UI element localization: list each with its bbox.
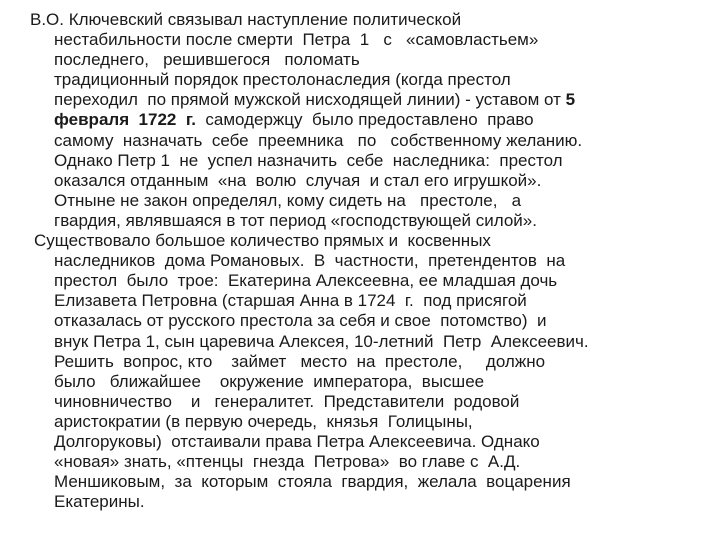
- text-line: В.О. Ключевский связывал наступление политической: [30, 10, 462, 29]
- text-line: Екатерины.: [54, 492, 145, 512]
- text-line: [54, 90, 700, 110]
- text-line: аристократии (в первую очередь, князья Голицыны,: [54, 411, 473, 431]
- body-text: [30, 10, 700, 512]
- bold-date: февраля 1722 г.: [54, 110, 196, 130]
- text-line: «новая» знать, «птенцы гнезда Петрова» во главе с А.Д.: [54, 452, 521, 472]
- text-segment: переходил по прямой мужской нисходящей линии) - уставом от: [54, 90, 566, 110]
- bold-date-day: 5: [565, 90, 576, 110]
- text-line: внук Петра 1, сын царевича Алексея, 10-летний Петр Алексеевич.: [54, 331, 589, 351]
- text-line: престол было трое: Екатерина Алексеевна, ее младшая дочь: [54, 271, 558, 291]
- paragraph-succession-crisis: [30, 10, 700, 231]
- text-line: Существовало большое количество прямых и косвенных: [34, 231, 491, 251]
- text-line: оказался отданным «на волю случая и стал его игрушкой».: [54, 170, 542, 190]
- text-line: Долгоруковы) отстаивали права Петра Алексеевича. Однако: [54, 431, 540, 451]
- text-segment: самодержцу было предоставлено право: [195, 110, 534, 130]
- text-line: наследников дома Романовых. В частности, претендентов на: [54, 251, 566, 271]
- text-line: Меншиковым, за которым стояла гвардия, желала воцарения: [54, 472, 571, 492]
- text-line: было ближайшее окружение императора, высшее: [54, 371, 485, 391]
- text-line: Отныне не закон определял, кому сидеть на престоле, а: [54, 190, 522, 210]
- text-line: [54, 110, 700, 130]
- text-line: нестабильности после смерти Петра 1 с «самовластьем»: [54, 30, 539, 50]
- text-line: Елизавета Петровна (старшая Анна в 1724 г. под присягой: [54, 291, 527, 311]
- text-line: Решить вопрос, кто займет место на престоле, должно: [54, 351, 546, 371]
- text-line: отказалась от русского престола за себя и свое потомство) и: [54, 311, 547, 331]
- text-line: традиционный порядок престолонаследия (когда престол: [54, 70, 511, 90]
- text-line: Однако Петр 1 не успел назначить себе наследника: престол: [54, 150, 563, 170]
- text-line: чиновничество и генералитет. Представители родовой: [54, 391, 520, 411]
- paragraph-pretenders: [30, 231, 700, 512]
- text-line: последнего, решившегося поломать: [54, 50, 360, 70]
- text-line: гвардия, являвшаяся в тот период «господствующей силой».: [54, 210, 537, 230]
- text-line: самому назначать себе преемника по собственному желанию.: [54, 130, 583, 150]
